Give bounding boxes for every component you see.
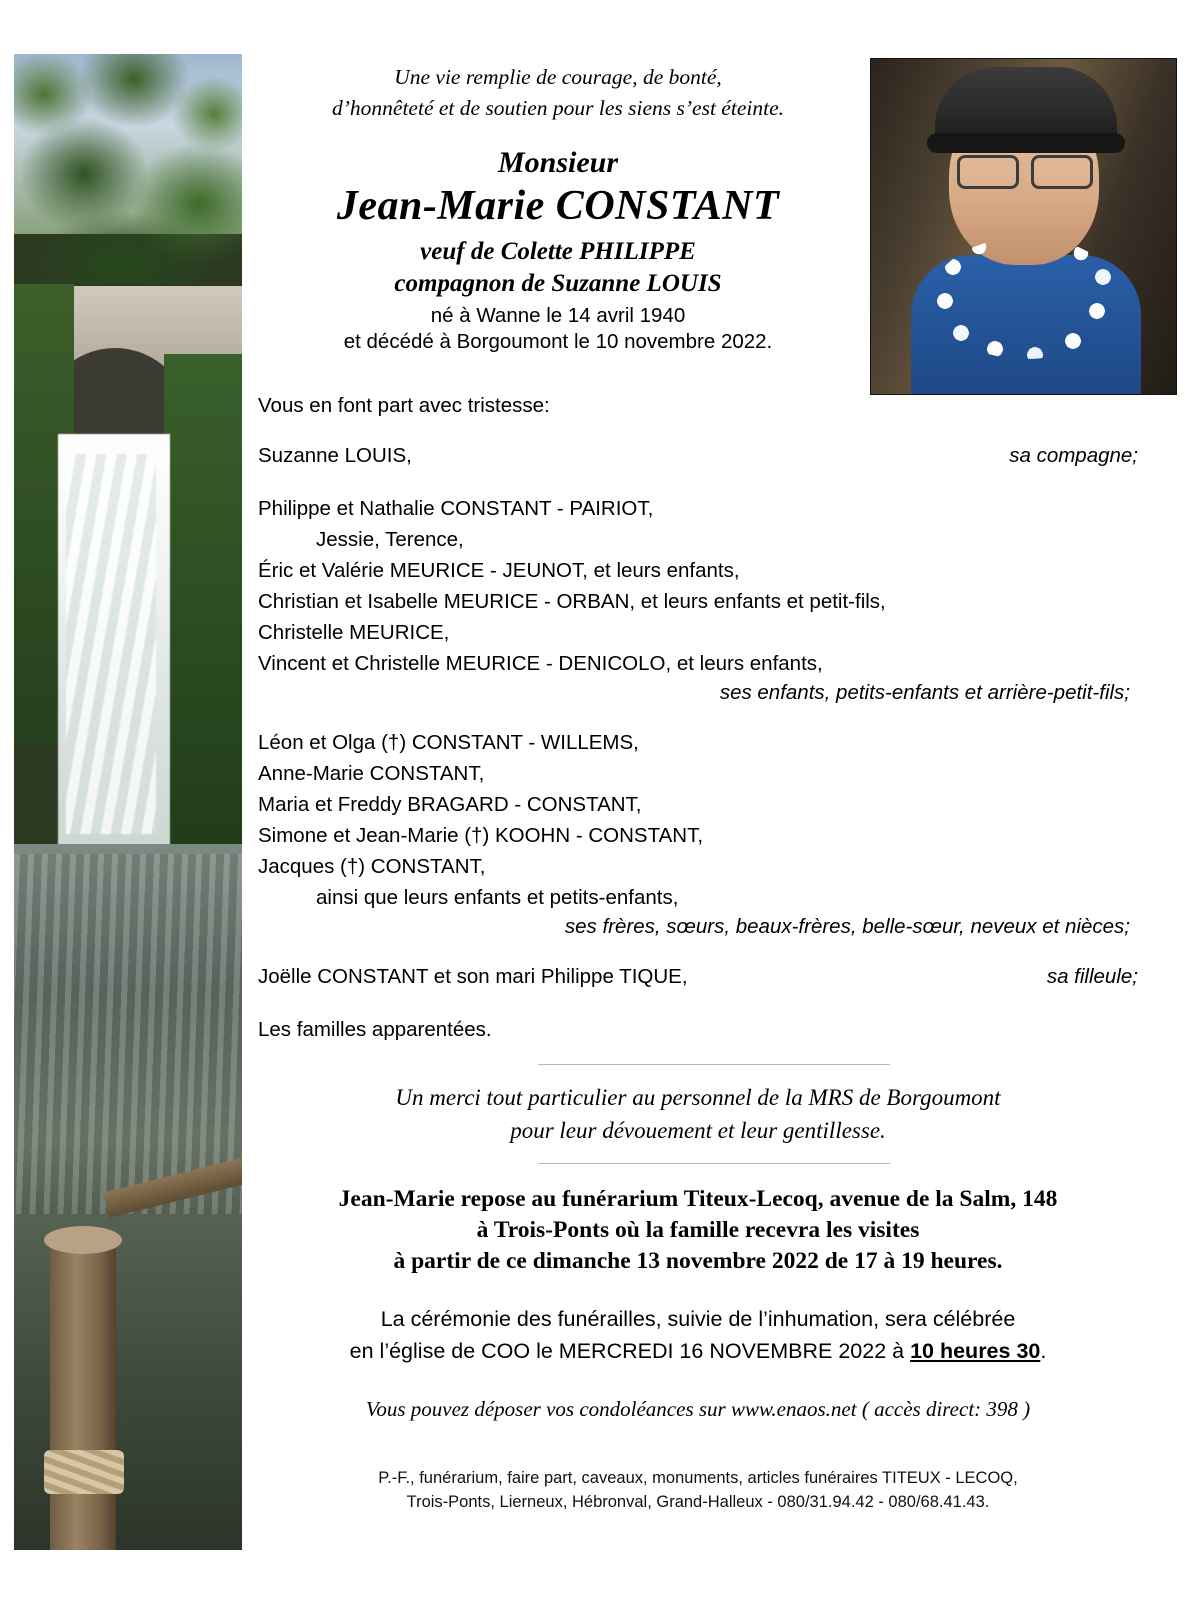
survivors-group-siblings xyxy=(258,727,1170,939)
survivor-name: ainsi que leurs enfants et petits-enfants, xyxy=(316,886,679,909)
survivor-name: Christelle MEURICE, xyxy=(258,621,450,644)
survivor-role: sa compagne; xyxy=(1009,444,1138,467)
spouse-line: veuf de Colette PHILIPPE xyxy=(420,238,696,265)
funeral-home-block xyxy=(258,1184,1138,1277)
memorial-text-column xyxy=(258,58,1170,1514)
survivors-group-partner xyxy=(258,440,1170,471)
announcement-line: Vous en font part avec tristesse: xyxy=(258,394,550,417)
survivor-name: Philippe et Nathalie CONSTANT - PAIRIOT, xyxy=(258,497,654,520)
deceased-name: Jean-Marie CONSTANT xyxy=(336,183,780,229)
funerarium-line-3: à partir de ce dimanche 13 novembre 2022 de 17 à 19 heures. xyxy=(393,1248,1003,1274)
survivors-group-children xyxy=(258,493,1170,705)
ceremony-line-2-post: . xyxy=(1040,1339,1047,1363)
survivors-group-goddaughter xyxy=(258,961,1170,992)
condolences-line: Vous pouvez déposer vos condoléances sur www.enaos.net ( accès direct: 398 ) xyxy=(365,1397,1031,1421)
ceremony-line-2 xyxy=(258,1335,1138,1367)
photo-rope xyxy=(44,1450,124,1494)
survivor-role: ses frères, sœurs, beaux-frères, belle-sœur, neveux et nièces; xyxy=(564,915,1130,938)
birth-line: né à Wanne le 14 avril 1940 xyxy=(430,304,686,327)
survivor-name: Jacques (†) CONSTANT, xyxy=(258,855,486,878)
thanks-line-1: Un merci tout particulier au personnel de la MRS de Borgoumont xyxy=(395,1085,1001,1110)
intro-line-1: Une vie remplie de courage, de bonté, xyxy=(394,65,722,89)
survivor-row xyxy=(258,961,1138,992)
deceased-title-block xyxy=(258,146,858,354)
honorific: Monsieur xyxy=(497,146,619,179)
ceremony-block xyxy=(258,1303,1138,1367)
survivor-name: Joëlle CONSTANT et son mari Philippe TIQUE, xyxy=(258,965,688,988)
divider-bottom xyxy=(538,1163,890,1164)
survivor-name: Jessie, Terence, xyxy=(316,528,464,551)
photo-bank-right xyxy=(164,354,242,874)
survivor-name: Vincent et Christelle MEURICE - DENICOLO, et leurs enfants, xyxy=(258,652,823,675)
related-families-line: Les familles apparentées. xyxy=(258,1018,492,1041)
photo-post-top xyxy=(44,1226,122,1254)
intro-text xyxy=(258,62,858,124)
survivor-role: ses enfants, petits-enfants et arrière-petit-fils; xyxy=(719,681,1130,704)
survivor-name: Anne-Marie CONSTANT, xyxy=(258,762,485,785)
funerarium-line-1: Jean-Marie repose au funérarium Titeux-Lecoq, avenue de la Salm, 148 xyxy=(338,1186,1058,1212)
survivor-row xyxy=(258,440,1138,471)
thanks-line-2: pour leur dévouement et leur gentillesse. xyxy=(510,1118,886,1143)
thanks-block xyxy=(258,1081,1138,1147)
survivor-name: Éric et Valérie MEURICE - JEUNOT, et leurs enfants, xyxy=(258,559,740,582)
funerarium-line-2: à Trois-Ponts où la famille recevra les visites xyxy=(476,1217,920,1243)
intro-line-2: d’honnêteté et de soutien pour les siens s’est éteinte. xyxy=(332,96,784,120)
left-nature-photo xyxy=(14,54,242,1550)
ceremony-line-2-pre: en l’église de COO le MERCREDI 16 NOVEMBRE 2022 à xyxy=(349,1339,911,1363)
survivor-name: Christian et Isabelle MEURICE - ORBAN, et leurs enfants et petit-fils, xyxy=(258,590,886,613)
survivor-name: Maria et Freddy BRAGARD - CONSTANT, xyxy=(258,793,642,816)
divider-top xyxy=(538,1064,890,1065)
photo-foreground xyxy=(14,1214,242,1550)
partner-line: compagnon de Suzanne LOUIS xyxy=(394,270,722,297)
survivor-name: Léon et Olga (†) CONSTANT - WILLEMS, xyxy=(258,731,639,754)
footer-line-2: Trois-Ponts, Lierneux, Hébronval, Grand-Halleux - 080/31.94.42 - 080/68.41.43. xyxy=(406,1493,990,1511)
survivor-name: Simone et Jean-Marie (†) KOOHN - CONSTANT, xyxy=(258,824,704,847)
survivor-name: Suzanne LOUIS, xyxy=(258,444,412,467)
death-line: et décédé à Borgoumont le 10 novembre 2022. xyxy=(343,330,773,353)
photo-trees xyxy=(14,54,242,284)
photo-wooden-post xyxy=(50,1234,116,1550)
footer-block xyxy=(258,1466,1138,1514)
ceremony-time: 10 heures 30 xyxy=(910,1339,1041,1363)
photo-waterfall xyxy=(58,434,170,854)
footer-line-1: P.-F., funérarium, faire part, caveaux, monuments, articles funéraires TITEUX - LECOQ, xyxy=(378,1469,1018,1487)
survivor-role: sa filleule; xyxy=(1046,965,1138,988)
ceremony-line-1: La cérémonie des funérailles, suivie de l’inhumation, sera célébrée xyxy=(380,1307,1016,1331)
